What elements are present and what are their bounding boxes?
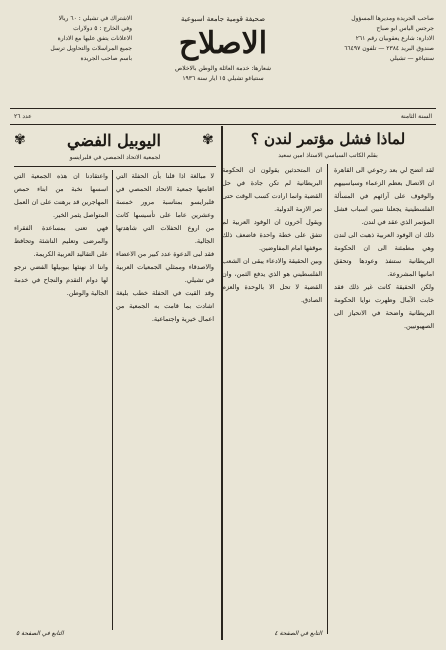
header-rule-lower [10,124,436,125]
paragraph: ان المتحدثين يقولون ان الحكومة البريطانية لم تكن جادة في حل القضية وانما ارادت كسب الوقت حتى تمر الازمة الدولية. [222,166,322,213]
left-headline: اليوبيل الفضي [66,131,161,150]
left-article-column-1 [116,170,214,630]
subscription-box [12,14,132,64]
paragraph: ولكن الحقيقة كانت غير ذلك فقد خابت الآمال وظهرت نوايا الحكومة البريطانية واضحة في الانحياز الى الصهيونيين. [334,283,434,330]
paragraph: واننا اذ نهنئها بيوبيلها الفضي نرجو لها دوام التقدم والنجاح في خدمة الجالية والوطن. [14,263,108,297]
left-continued: التابع في الصفحة ٥ [16,630,64,637]
right-continued: التابع في الصفحة ٤ [274,630,322,637]
right-article-column-2 [222,164,322,634]
left-headline-rule [14,166,216,167]
ornament-star-icon: ✾ [14,132,26,148]
right-byline: بقلم الكاتب السياسي الاستاذ امين سعيد [278,152,378,159]
left-byline: لجمعية الاتحاد الحمصي في فلبرايسو [69,154,161,161]
paragraph: فهي تعنى بمساعدة الفقراء والمرضى وتعليم الناشئة وتحافظ على التقاليد العربية الكريمة. [14,224,108,258]
paragraph: وبين الحقيقة والادعاء يبقى ان الشعب الفلسطيني هو الذي يدفع الثمن، وان القضية لا تحل الا بالوحدة والعزم الصادق. [222,257,322,304]
column-divider [112,170,113,630]
tagline: صحيفة قومية جامعة اسبوعية [180,15,266,23]
year-label: السنة الثامنة [400,113,432,120]
right-article-column-1 [334,164,434,634]
publisher-line: جرجس الياس ابو صباح [376,25,434,32]
paragraph: واعتقادنا ان هذه الجمعية التي اسسها نخبة من ابناء حمص المهاجرين قد برهنت على ان العمل المتواصل يثمر الخير. [14,172,108,219]
paragraph: ذلك ان الوفود العربية ذهبت الى لندن وهي مطمئنة الى ان الحكومة البريطانية ستنفذ وعودها وتحقق امانيها المشروعة. [334,231,434,278]
publisher-line: صندوق البريد ٢٣٨٤ — تلفون ٦٦٤٩٧ [344,45,434,52]
publisher-line: الادارة: شارع يعقوبيان رقم ٢٦١ [355,35,434,42]
subscription-line: جميع المراسلات والتحاويل ترسل [50,45,132,52]
publisher-line: صاحب الجريدة ومديرها المسؤول [351,15,434,22]
subscription-line: وفي الخارج : ٥ دولارات [73,25,132,32]
paragraph: لا مبالغة اذا قلنا بأن الحفلة التي اقامتها جمعية الاتحاد الحمصي في فلبرايسو بمناسبة مرور خمسة وعشرين عاما على تأسيسها كانت من اروع الحفلات التي شاهدتها الجالية. [116,172,214,245]
subscription-line: الاشتراك في تشيلي : ٦٠ ريالا [58,15,132,22]
paragraph: ويقول آخرون ان الوفود العربية لم تتفق على خطة واحدة فاضعف ذلك موقفها امام المفاوضين. [222,218,322,252]
masthead-title: الاصلاح [178,26,268,61]
publisher-box [314,14,434,64]
subscription-line: باسم صاحب الجريدة [80,55,132,62]
article-divider [221,126,223,640]
issue-number: عدد ٢٦ [14,113,32,120]
header [10,10,436,110]
date-line: سنتياغو تشيلي ١٥ ايار سنة ١٩٣٦ [182,75,264,82]
paragraph: وقد القيت في الحفلة خطب بليغة اشادت بما قامت به الجمعية من اعمال خيرية واجتماعية. [116,289,214,323]
paragraph: لقد اتضح لي بعد رجوعي الى القاهرة ان الاتصال بعظم الزعماء وسياسييهم والوقوف على آرائهم في المسألة الفلسطينية يجعلنا نتبين اسباب فشل المؤتمر الذي عقد في لندن. [334,166,434,226]
motto: شعارها: خدمة العائلة والوطن بالاخلاص [175,65,271,72]
left-article-column-2 [14,170,108,630]
right-headline: لماذا فشل مؤتمر لندن ؟ [250,130,406,148]
masthead [142,10,304,84]
column-divider [327,164,328,634]
paragraph: فقد لبى الدعوة عدد كبير من الاعضاء والاصدقاء وممثلي الجمعيات العربية في تشيلي. [116,250,214,284]
ornament-star-icon: ✾ [202,132,214,148]
publisher-line: سنتياغو — تشيلي [389,55,434,62]
header-rule [10,108,436,109]
subscription-line: الاعلانات يتفق عليها مع الادارة [57,35,132,42]
